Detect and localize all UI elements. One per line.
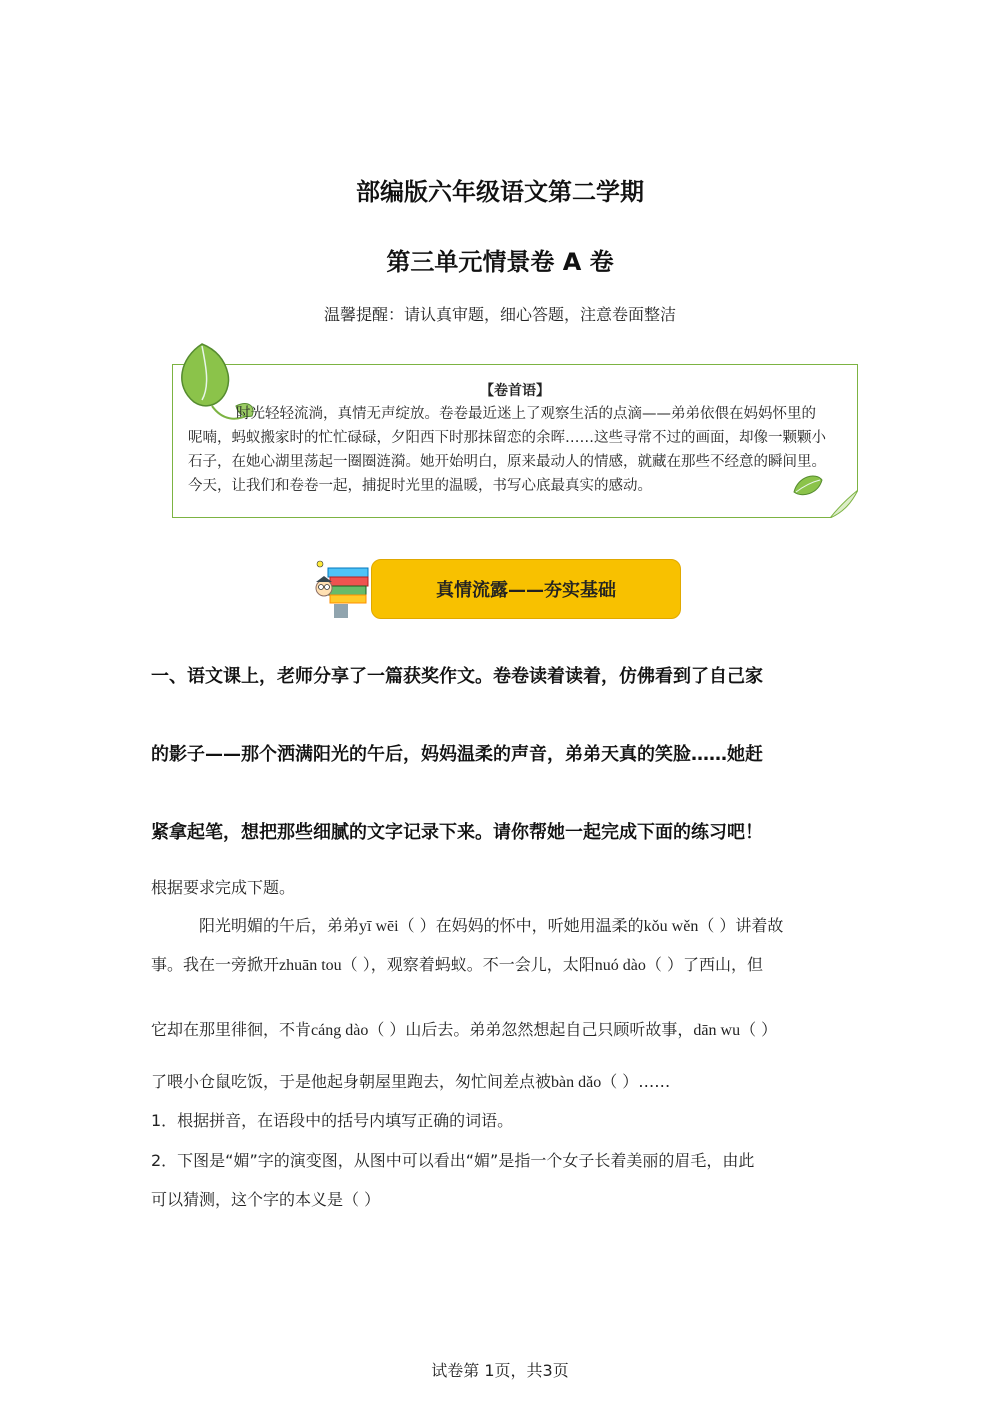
page-footer: 试卷第 1页，共3页	[431, 1361, 569, 1380]
passage-text: （ ）了西山，但	[645, 955, 763, 974]
sub-question-2-line1: 2．下图是“媚”字的演变图，从图中可以看出“媚”是指一个女子长着美丽的眉毛，由此	[151, 1151, 755, 1170]
pinyin-prompt: kǒu wěn	[643, 918, 699, 935]
question-intro-line2: 的影子——那个洒满阳光的午后，妈妈温柔的声音，弟弟天真的笑脸……她赶	[151, 744, 763, 765]
small-leaf-icon	[790, 470, 826, 500]
passage-text: （ ）在妈妈的怀中，听她用温柔的	[398, 916, 644, 935]
pinyin-prompt: cáng dào	[311, 1022, 369, 1039]
question-intro-line1: 一、语文课上，老师分享了一篇获奖作文。卷卷读着读着，仿佛看到了自己家	[151, 666, 763, 687]
sub-question-1: 1．根据拼音，在语段中的括号内填写正确的词语。	[151, 1111, 514, 1130]
preface-heading: 【卷首语】	[480, 383, 550, 399]
page-curl-icon	[830, 490, 858, 518]
section-banner: 真情流露——夯实基础	[371, 559, 681, 619]
pinyin-prompt: bàn dǎo	[551, 1074, 602, 1091]
passage-text: 阳光明媚的午后，弟弟	[199, 916, 360, 935]
pinyin-prompt: dān wu	[693, 1022, 741, 1039]
pinyin-prompt: nuó dào	[594, 957, 646, 974]
student-mascot-icon	[312, 558, 372, 622]
pinyin-prompt: yī wēi	[359, 918, 399, 935]
passage-text: 事。我在一旁掀开	[151, 955, 280, 974]
passage-line4	[151, 1069, 851, 1092]
passage-text: 了喂小仓鼠吃饭，于是他起身朝屋里跑去，匆忙间差点被	[151, 1072, 552, 1091]
passage-text: （ ）	[740, 1020, 778, 1039]
preface-text: 时光轻轻流淌，真情无声绽放。卷卷最近迷上了观察生活的点滴——弟弟依偎在妈妈怀里的呢喃，蚂蚁搬家时的忙忙碌碌，夕阳西下时那抹留恋的余晖……这些寻常不过的画面，却像一颗颗小石子，在她心湖里荡起一圈圈涟漪。她开始明白，原来最动人的情感，就藏在那些不经意的瞬间里。今天，让我们和卷卷一起，捕捉时光里的温暖，书写心底最真实的感动。	[188, 406, 826, 494]
pinyin-prompt: zhuān tou	[279, 957, 342, 974]
passage-text: （ ），观察着蚂蚁。不一会儿，太阳	[341, 955, 595, 974]
instruction-text: 根据要求完成下题。	[151, 878, 296, 897]
passage-text: （ ）讲着故	[698, 916, 784, 935]
passage-text: 它却在那里徘徊，不肯	[151, 1020, 312, 1039]
exam-title-line2: 第三单元情景卷 A 卷	[386, 248, 614, 276]
reminder-text: 温馨提醒：请认真审题，细心答题，注意卷面整洁	[323, 305, 676, 324]
passage-line2	[151, 952, 851, 975]
passage-line3	[151, 1017, 851, 1040]
passage-text: （ ）……	[601, 1072, 671, 1091]
exam-title-line1: 部编版六年级语文第二学期	[356, 178, 644, 206]
passage-line1	[199, 913, 859, 936]
passage-text: （ ）山后去。弟弟忽然想起自己只顾听故事，	[368, 1020, 694, 1039]
sub-question-2-line2: 可以猜测，这个字的本义是（ ）	[151, 1190, 381, 1209]
question-intro-line3: 紧拿起笔，想把那些细腻的文字记录下来。请你帮她一起完成下面的练习吧！	[151, 822, 763, 843]
